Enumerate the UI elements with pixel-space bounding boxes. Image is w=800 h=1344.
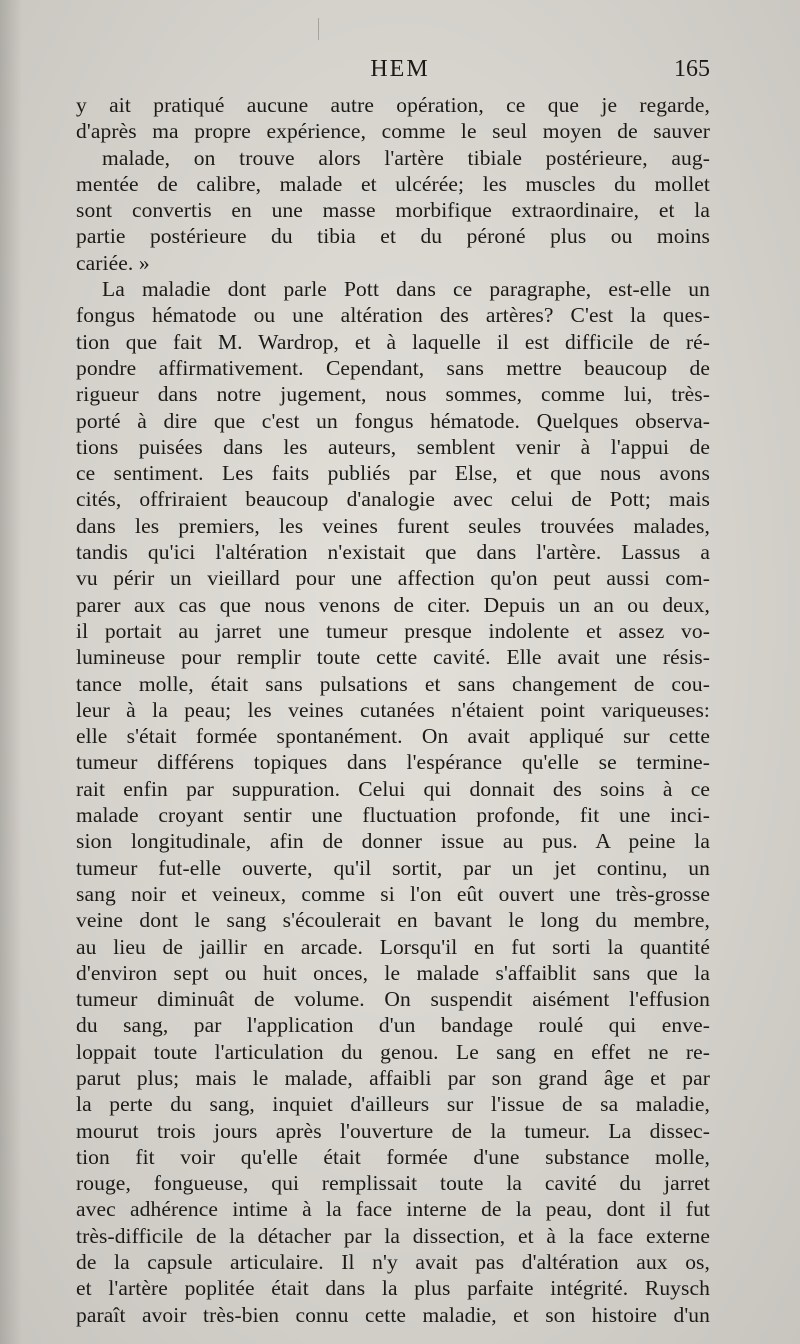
- text-line: cités, offriraient beaucoup d'analogie avec celui de Pott; mais: [76, 487, 710, 512]
- text-line: parer aux cas que nous venons de citer. Depuis un an ou deux,: [76, 592, 710, 617]
- text-line: malade croyant sentir une fluctuation profonde, fit une inci-: [76, 803, 710, 828]
- text-line: y ait pratiqué aucune autre opération, ce que je regarde,: [76, 93, 710, 117]
- text-line: avec adhérence intime à la face interne de la peau, dont il fut: [76, 1197, 710, 1222]
- text-line: fongus hématode ou une altération des artères? C'est la ques-: [76, 303, 710, 328]
- text-line: il portait au jarret une tumeur presque indolente et assez vo-: [76, 618, 710, 643]
- text-line: tance molle, était sans pulsations et sans changement de cou-: [76, 671, 710, 696]
- text-line: vu périr un vieillard pour une affection qu'on peut aussi com-: [76, 566, 710, 591]
- paper-mark: [318, 18, 325, 40]
- page-header: [0, 56, 800, 90]
- text-line: porté à dire que c'est un fongus hématode. Quelques observa-: [76, 408, 710, 433]
- text-line: mourut trois jours après l'ouverture de la tumeur. La dissec-: [76, 1118, 710, 1143]
- text-line: la perte du sang, inquiet d'ailleurs sur l'issue de sa maladie,: [76, 1092, 710, 1117]
- text-line: sion longitudinale, afin de donner issue au pus. A peine la: [76, 829, 710, 854]
- text-line: tumeur différens topiques dans l'espérance qu'elle se termine-: [76, 750, 710, 775]
- text-line: cariée. »: [76, 250, 150, 275]
- text-line: parut plus; mais le malade, affaibli par son grand âge et par: [76, 1065, 710, 1090]
- text-line: tumeur diminuât de volume. On suspendit aisément l'effusion: [76, 987, 710, 1012]
- text-line: tion que fait M. Wardrop, et à laquelle il est difficile de ré-: [76, 329, 710, 354]
- text-line: du sang, par l'application d'un bandage roulé qui enve-: [76, 1013, 710, 1038]
- text-line: rait enfin par suppuration. Celui qui donnait des soins à ce: [76, 776, 710, 801]
- text-line: veine dont le sang s'écoulerait en bavant le long du membre,: [76, 908, 710, 933]
- text-line: au lieu de jaillir en arcade. Lorsqu'il en fut sorti la quantité: [76, 934, 710, 959]
- text-line: elle s'était formée spontanément. On avait appliqué sur cette: [76, 724, 710, 749]
- text-line: d'environ sept ou huit onces, le malade s'affaiblit sans que la: [76, 960, 710, 985]
- text-line: dans les premiers, les veines furent seules trouvées malades,: [76, 513, 710, 538]
- body-text: [76, 92, 710, 1328]
- text-line: tandis qu'ici l'altération n'existait que dans l'artère. Lassus a: [76, 540, 710, 565]
- text-line: malade, on trouve alors l'artère tibiale postérieure, aug-: [102, 145, 710, 170]
- text-line: sont convertis en une masse morbifique extraordinaire, et la: [76, 198, 710, 223]
- text-line: tions puisées dans les auteurs, semblent venir à l'appui de: [76, 434, 710, 459]
- text-line: pondre affirmativement. Cependant, sans mettre beaucoup de: [76, 355, 710, 380]
- text-line: d'après ma propre expérience, comme le seul moyen de sauver: [76, 119, 710, 144]
- text-line: partie postérieure du tibia et du péroné plus ou moins: [76, 224, 710, 249]
- page-number: 165: [674, 56, 710, 82]
- text-line: leur à la peau; les veines cutanées n'étaient point variqueuses:: [76, 697, 710, 722]
- text-line: ce sentiment. Les faits publiés par Else, et que nous avons: [76, 461, 710, 486]
- text-line: lumineuse pour remplir toute cette cavité. Elle avait une résis-: [76, 645, 710, 670]
- page-gutter-shadow: [0, 0, 22, 1344]
- text-line: sang noir et veineux, comme si l'on eût ouvert une très-grosse: [76, 881, 710, 906]
- text-line: tumeur fut-elle ouverte, qu'il sortit, par un jet continu, un: [76, 855, 710, 880]
- text-line: tion fit voir qu'elle était formée d'une substance molle,: [76, 1144, 710, 1169]
- text-line: La maladie dont parle Pott dans ce paragraphe, est-elle un: [102, 277, 710, 302]
- running-head: HEM: [370, 56, 430, 82]
- text-line: très-difficile de la détacher par la dissection, et à la face externe: [76, 1223, 710, 1248]
- text-line: rouge, fongueuse, qui remplissait toute la cavité du jarret: [76, 1171, 710, 1196]
- text-line: paraît avoir très-bien connu cette maladie, et son histoire d'un: [76, 1302, 710, 1327]
- text-line: et l'artère poplitée était dans la plus parfaite intégrité. Ruysch: [76, 1276, 710, 1301]
- text-line: mentée de calibre, malade et ulcérée; les muscles du mollet: [76, 171, 710, 196]
- text-line: rigueur dans notre jugement, nous sommes, comme lui, très-: [76, 382, 710, 407]
- text-line: de la capsule articulaire. Il n'y avait pas d'altération aux os,: [76, 1250, 710, 1275]
- text-line: loppait toute l'articulation du genou. Le sang en effet ne re-: [76, 1039, 710, 1064]
